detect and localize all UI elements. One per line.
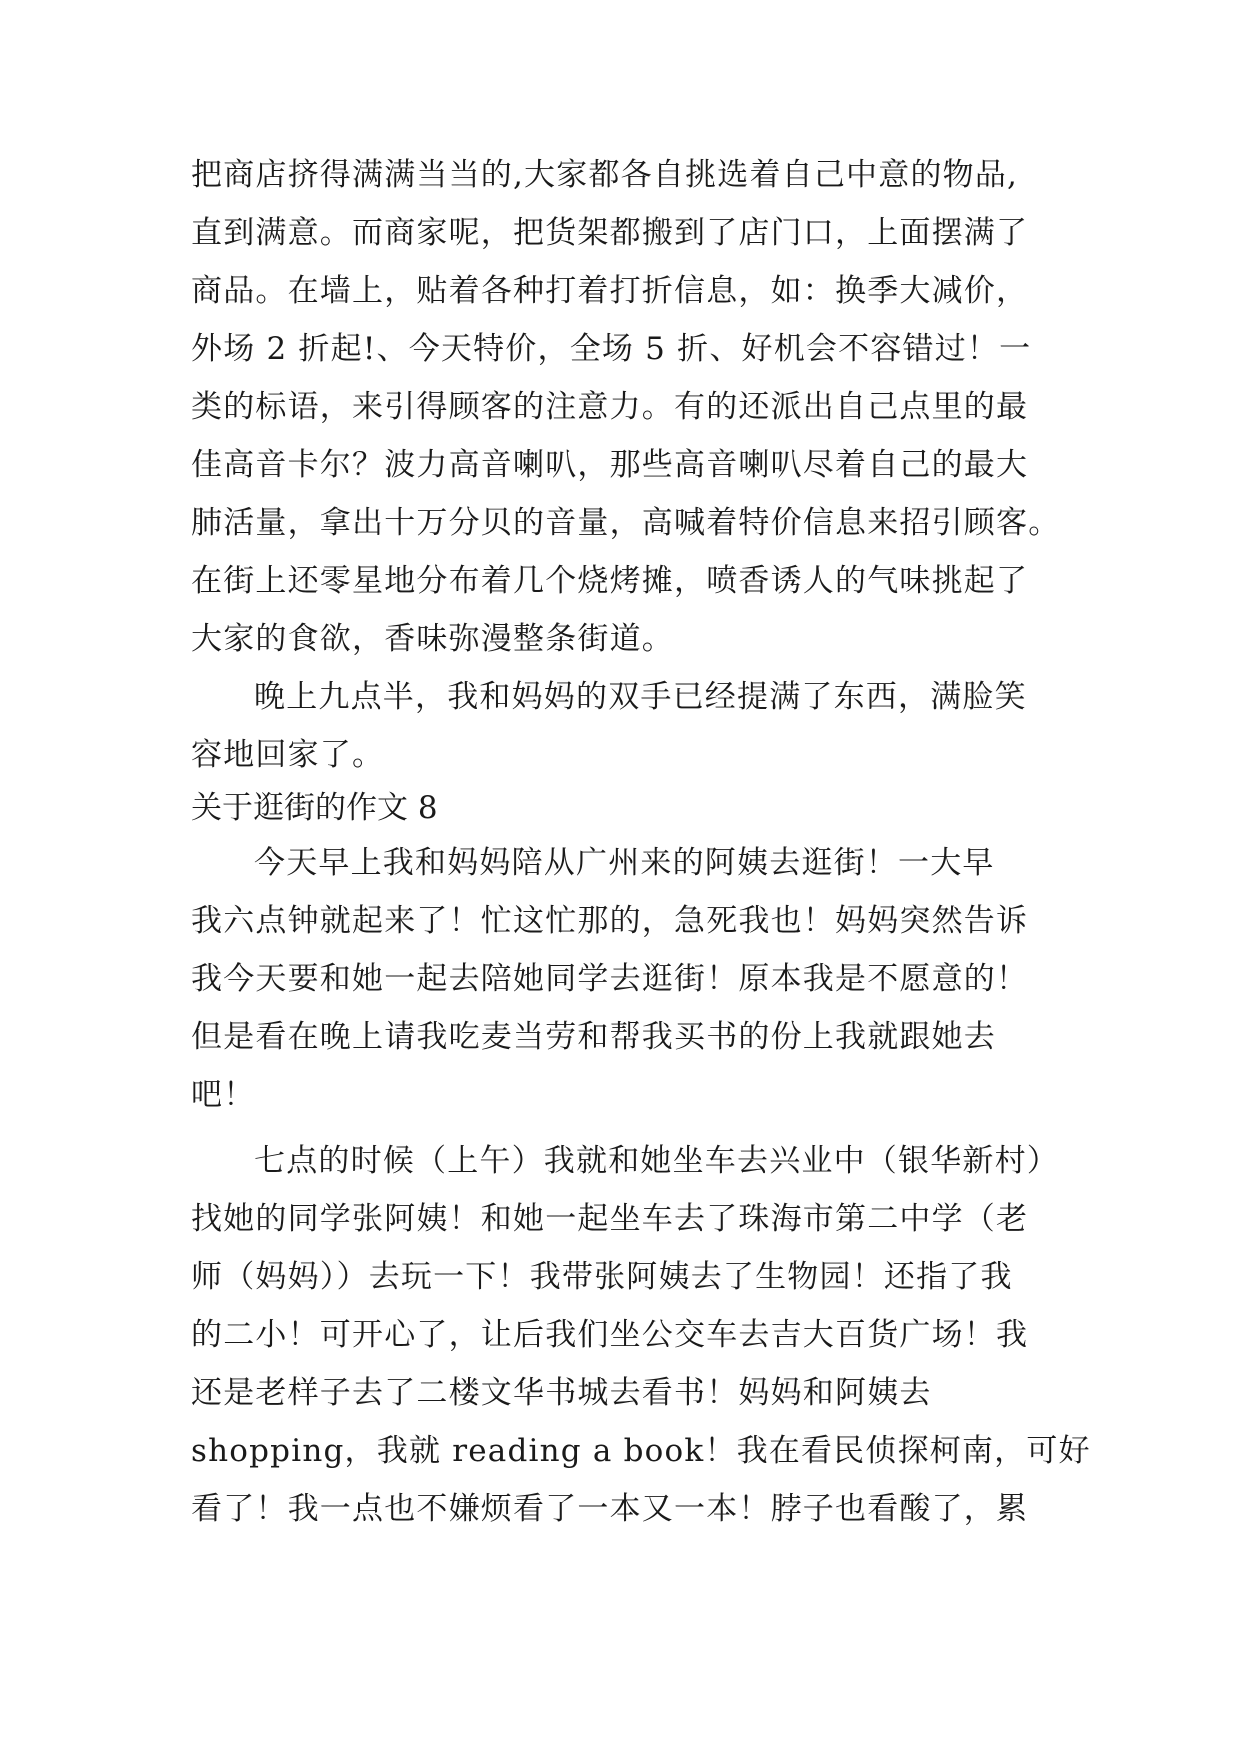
text-line: 容地回家了。 — [191, 737, 385, 773]
text-line: 的二小！可开心了，让后我们坐公交车去吉大百货广场！我 — [191, 1317, 1029, 1353]
text-line: 还是老样子去了二楼文华书城去看书！妈妈和阿姨去 — [191, 1375, 932, 1411]
text-line: 商品。在墙上，贴着各种打着打折信息，如：换季大减价， — [191, 273, 1029, 309]
text-line: 直到满意。而商家呢，把货架都搬到了店门口，上面摆满了 — [191, 215, 1029, 251]
section-heading: 关于逛街的作文 8 — [191, 790, 438, 826]
text-line: 佳高音卡尔？波力高音喇叭，那些高音喇叭尽着自己的最大 — [191, 447, 1029, 483]
paragraph-first-line: 七点的时候（上午）我就和她坐车去兴业中（银华新村） — [254, 1143, 1059, 1179]
text-line: 找她的同学张阿姨！和她一起坐车去了珠海市第二中学（老 — [191, 1201, 1029, 1237]
text-line: 外场 2 折起!、今天特价，全场 5 折、好机会不容错过！一 — [191, 331, 1032, 367]
text-line: 但是看在晚上请我吃麦当劳和帮我买书的份上我就跟她去 — [191, 1019, 996, 1055]
text-line: 在街上还零星地分布着几个烧烤摊，喷香诱人的气味挑起了 — [191, 563, 1029, 599]
text-line: shopping，我就 reading a book！我在看民侦探柯南，可好 — [191, 1433, 1091, 1469]
text-line: 吧！ — [191, 1077, 256, 1113]
text-line: 类的标语，来引得顾客的注意力。有的还派出自己点里的最 — [191, 389, 1029, 425]
text-line: 我六点钟就起来了！忙这忙那的，急死我也！妈妈突然告诉 — [191, 903, 1029, 939]
paragraph-first-line: 晚上九点半，我和妈妈的双手已经提满了东西，满脸笑 — [254, 679, 1027, 715]
text-line: 师（妈妈））去玩一下！我带张阿姨去了生物园！还指了我 — [191, 1259, 1013, 1295]
text-line: 肺活量，拿出十万分贝的音量，高喊着特价信息来招引顾客。 — [191, 505, 1061, 541]
text-line: 把商店挤得满满当当的,大家都各自挑选着自己中意的物品, — [191, 157, 1019, 193]
text-line: 我今天要和她一起去陪她同学去逛街！原本我是不愿意的！ — [191, 961, 1029, 997]
paragraph-first-line: 今天早上我和妈妈陪从广州来的阿姨去逛街！一大早 — [254, 845, 995, 881]
text-line: 看了！我一点也不嫌烦看了一本又一本！脖子也看酸了，累 — [191, 1491, 1029, 1527]
text-line: 大家的食欲，香味弥漫整条街道。 — [191, 621, 674, 657]
